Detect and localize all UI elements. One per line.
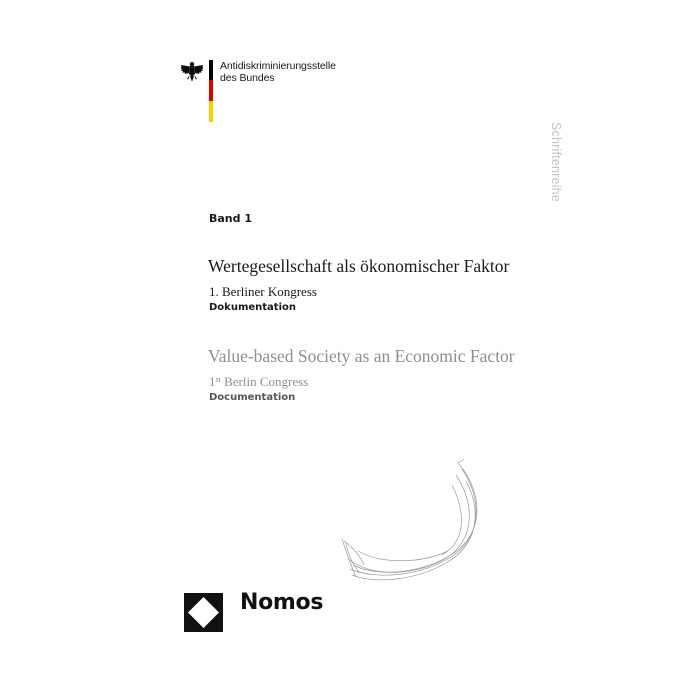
- german-flag-bar: [209, 60, 213, 122]
- institution-name: [220, 60, 336, 84]
- german-title: Wertegesellschaft als ökonomischer Faktor: [208, 256, 510, 276]
- series-label: Schriftenreihe: [549, 122, 563, 202]
- institution-line-1: Antidiskriminierungsstelle: [220, 60, 336, 72]
- english-subtitle-ordinal: st: [215, 375, 221, 384]
- english-subtitle-number: 1: [209, 374, 216, 389]
- institution-line-2: des Bundes: [220, 72, 275, 84]
- volume-label: Band 1: [209, 212, 252, 225]
- flag-gold-stripe: [209, 101, 213, 122]
- flag-black-stripe: [209, 60, 213, 80]
- german-doc-label: Dokumentation: [209, 302, 296, 313]
- sketch-illustration: [338, 455, 488, 605]
- german-subtitle: 1. Berliner Kongress: [209, 284, 317, 299]
- nomos-wordmark: Nomos: [240, 590, 324, 615]
- english-title: Value-based Society as an Economic Factor: [208, 346, 515, 366]
- english-subtitle-text: Berlin Congress: [220, 374, 309, 389]
- federal-eagle-icon: [180, 60, 204, 84]
- english-subtitle: [209, 374, 308, 390]
- english-doc-label: Documentation: [209, 392, 296, 403]
- flag-red-stripe: [209, 80, 213, 101]
- nomos-logo-icon: [184, 593, 223, 632]
